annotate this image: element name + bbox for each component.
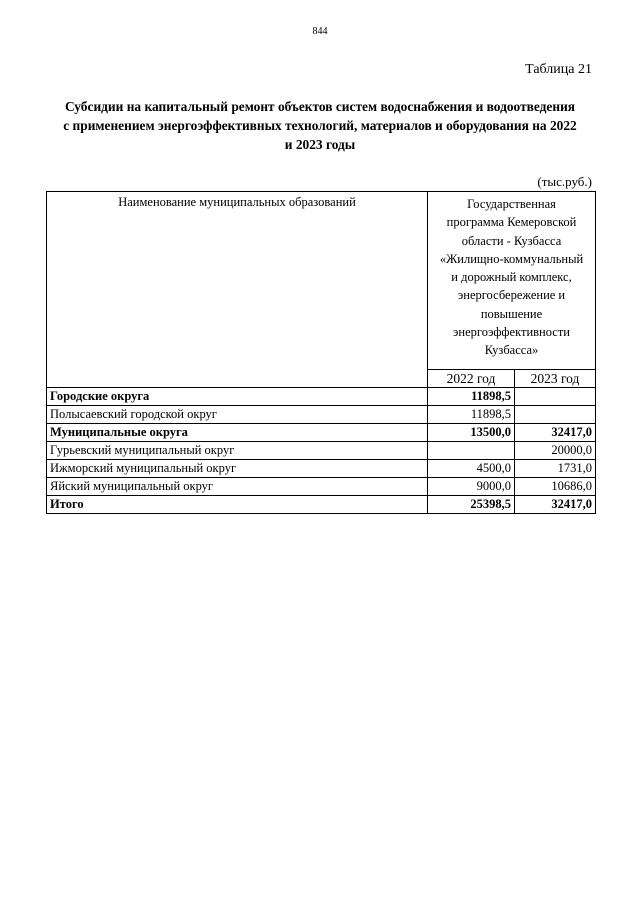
program-line: и дорожный комплекс,: [451, 270, 572, 285]
program-line: Кузбасса»: [484, 343, 539, 358]
row-value-2023: 20000,0: [515, 441, 596, 459]
header-municipality-name: Наименование муниципальных образований: [47, 192, 428, 388]
title-line: Субсидии на капитальный ремонт объектов систем водоснабжения и водоотведения: [64, 99, 576, 114]
row-value-2023: 32417,0: [515, 495, 596, 513]
header-program: [428, 192, 596, 370]
row-value-2022: 25398,5: [428, 495, 515, 513]
document-title: [44, 97, 596, 154]
table-row: [47, 459, 596, 477]
table-row: [47, 477, 596, 495]
table-row-municipal-districts: [47, 423, 596, 441]
row-value-2023: 1731,0: [515, 459, 596, 477]
table-row-urban-districts: [47, 387, 596, 405]
row-value-2022: 4500,0: [428, 459, 515, 477]
units-label: (тыс.руб.): [537, 174, 592, 189]
row-value-2022: 11898,5: [428, 405, 515, 423]
row-name: Городские округа: [47, 387, 428, 405]
row-value-2023: 10686,0: [515, 477, 596, 495]
header-year-2022: 2022 год: [428, 369, 515, 387]
row-value-2022: 11898,5: [428, 387, 515, 405]
row-name: Ижморский муниципальный округ: [47, 459, 428, 477]
row-value-2022: 9000,0: [428, 477, 515, 495]
subsidies-table: [46, 191, 596, 514]
row-value-2022: [428, 441, 515, 459]
table-label: Таблица 21: [525, 62, 592, 77]
row-value-2023: [515, 405, 596, 423]
program-line: энергосбережение и: [457, 288, 566, 303]
header-year-2023: 2023 год: [515, 369, 596, 387]
row-name: Гурьевский муниципальный округ: [47, 441, 428, 459]
table-row: [47, 441, 596, 459]
program-line: области - Кузбасса: [461, 233, 562, 248]
page-number: 844: [312, 26, 328, 37]
row-name: Итого: [47, 495, 428, 513]
program-line: повышение: [480, 306, 543, 321]
row-name: Яйский муниципальный округ: [47, 477, 428, 495]
row-value-2022: 13500,0: [428, 423, 515, 441]
program-line: энергоэффективности: [453, 325, 570, 340]
program-line: программа Кемеровской: [446, 215, 577, 230]
title-line: и 2023 годы: [284, 137, 356, 152]
table-header-row: [47, 192, 596, 370]
program-line: «Жилищно-коммунальный: [439, 251, 584, 266]
row-name: Полысаевский городской округ: [47, 405, 428, 423]
table-row-total: [47, 495, 596, 513]
row-value-2023: 32417,0: [515, 423, 596, 441]
row-name: Муниципальные округа: [47, 423, 428, 441]
title-line: с применением энергоэффективных технологий, материалов и оборудования на 2022: [63, 118, 577, 133]
program-line: Государственная: [467, 197, 556, 211]
table-row: [47, 405, 596, 423]
row-value-2023: [515, 387, 596, 405]
